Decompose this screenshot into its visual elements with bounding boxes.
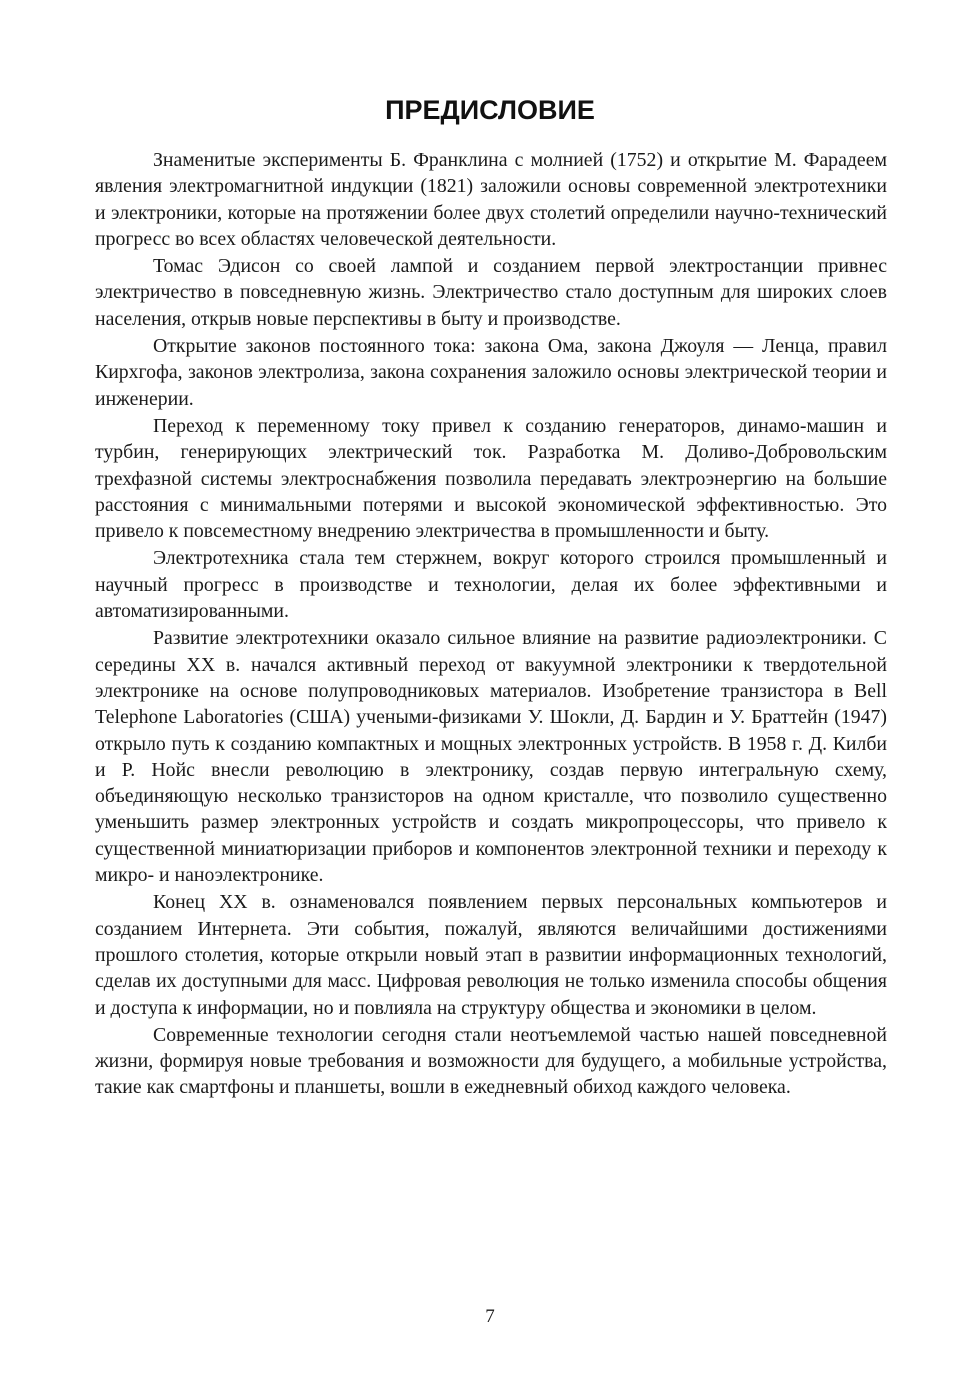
paragraph-8: Современные технологии сегодня стали неотъемлемой частью нашей повседневной жизни, формируя новые требования и возможности для будущего, а мобильные устройства, такие как смартфоны и планшеты, вошли в ежедневный обиход каждого человека. (95, 1023, 887, 1099)
paragraph-6: Развитие электротехники оказало сильное влияние на развитие радиоэлектроники. С середины XX в. начался активный переход от вакуумной электроники к твердотельной электронике на основе полупроводниковых материалов. Изобретение транзистора в Bell Telephone Laboratories (США) учеными-физиками У. Шокли, Д. Бардин и У. Браттейн (1947) открыло путь к созданию компактных и мощных электронных устройств. В 1958 г. Д. Килби и Р. Нойс внесли революцию в электронику, создав первую интегральную схему, объединяющую несколько транзисторов на одном кристалле, что позволило существенно уменьшить размер электронных устройств и создать микропроцессоры, что привело к существенной миниатюризации приборов и компонентов электронной техники и переходу к микро- и наноэлектронике. (95, 627, 887, 887)
body-text (95, 147, 887, 1102)
paragraph-4: Переход к переменному току привел к созданию генераторов, динамо-машин и турбин, генерирующих электрический ток. Разработка М. Доливо-Добровольским трехфазной системы электроснабжения позволила передавать электроэнергию на большие расстояния с минимальными потерями и высокой экономической эффективностью. Это привело к повсеместному внедрению электричества в промышленности и быту. (95, 414, 887, 543)
paragraph-3: Открытие законов постоянного тока: закона Ома, закона Джоуля — Ленца, правил Кирхгофа, законов электролиза, закона сохранения заложило основы электрической теории и инженерии. (95, 335, 887, 410)
paragraph-5: Электротехника стала тем стержнем, вокруг которого строился промышленный и научный прогресс в производстве и технологии, делая их более эффективными и автоматизированными. (95, 547, 887, 623)
paragraph-2: Томас Эдисон со своей лампой и созданием первой электростанции привнес электричество в повседневную жизнь. Электричество стало доступным для широких слоев населения, открыв новые перспективы в быту и производстве. (95, 255, 887, 330)
page-number: 7 (485, 1306, 495, 1327)
page-title: ПРЕДИСЛОВИЕ (385, 95, 595, 125)
paragraph-1: Знаменитые эксперименты Б. Франклина с молнией (1752) и открытие М. Фарадеем явления электромагнитной индукции (1821) заложили основы современной электротехники и электроники, которые на протяжении более двух столетий определили научно-технический прогресс во всех областях человеческой деятельности. (95, 149, 887, 250)
paragraph-7: Конец XX в. ознаменовался появлением первых персональных компьютеров и созданием Интернета. Эти события, пожалуй, являются величайшими достижениями прошлого столетия, которые открыли новый этап в развитии информационных технологий, сделав их доступными для масс. Цифровая революция не только изменила способы общения и доступа к информации, но и повлияла на структуру общества и экономики в целом. (95, 891, 887, 1019)
